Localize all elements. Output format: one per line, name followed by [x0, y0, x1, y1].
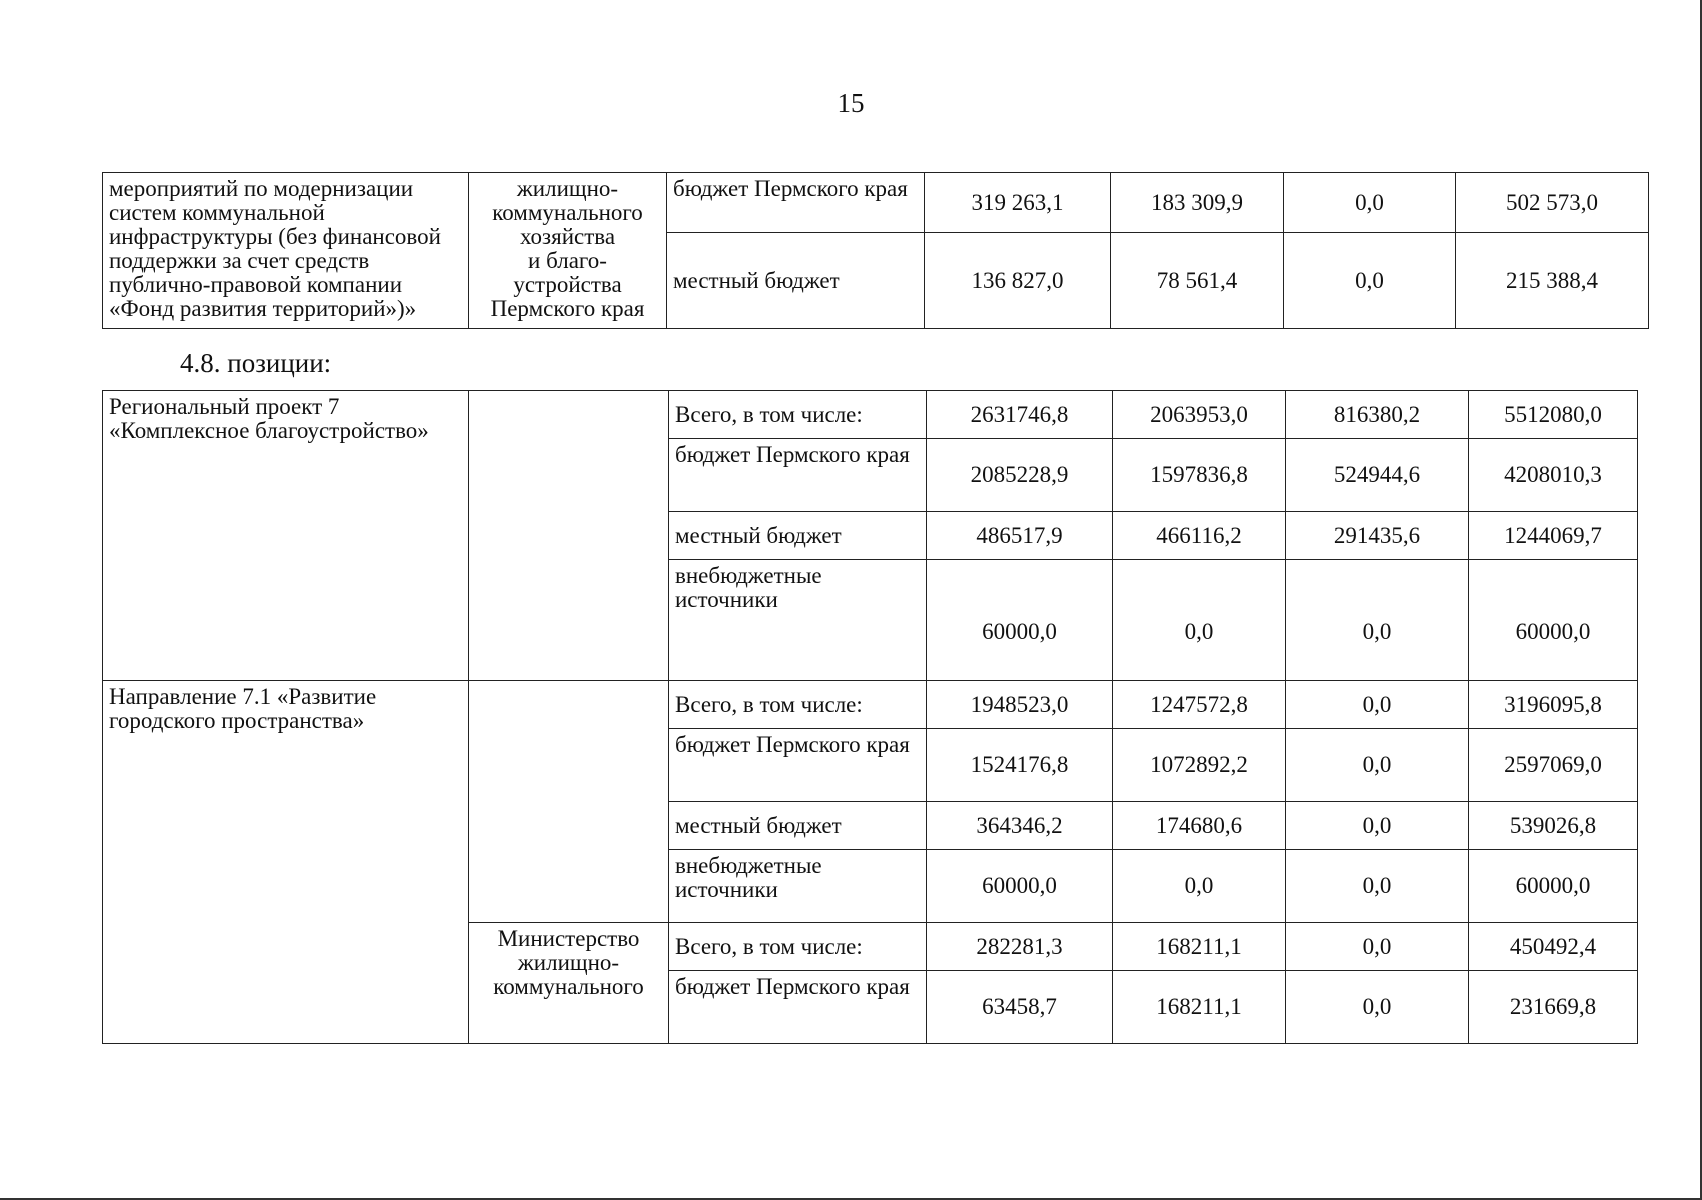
amount-year3-cell: 0,0	[1284, 173, 1456, 233]
measure-name-line: публично-правовой компании	[109, 272, 403, 297]
executor-cell	[469, 173, 667, 329]
amount-year2-cell: 168211,1	[1113, 923, 1286, 971]
amount-year1-cell: 1524176,8	[927, 729, 1113, 802]
amount-year3-cell: 0,0	[1286, 923, 1469, 971]
amount-year1-cell: 282281,3	[927, 923, 1113, 971]
funding-source-cell: бюджет Пермского края	[669, 971, 927, 1044]
funding-source-cell: бюджет Пермского края	[669, 439, 927, 512]
amount-total-cell: 1244069,7	[1469, 512, 1638, 560]
amount-year2-cell: 1072892,2	[1113, 729, 1286, 802]
amount-total-cell: 3196095,8	[1469, 681, 1638, 729]
amount-year3-cell: 0,0	[1286, 971, 1469, 1044]
amount-year1-cell: 60000,0	[927, 560, 1113, 681]
funding-table-positions	[102, 390, 1638, 1044]
amount-total-cell: 4208010,3	[1469, 439, 1638, 512]
table-row	[103, 681, 1638, 729]
funding-source-cell: бюджет Пермского края	[669, 729, 927, 802]
amount-year1-cell: 1948523,0	[927, 681, 1113, 729]
funding-source-cell: внебюджетные источники	[669, 560, 927, 681]
amount-year2-cell: 0,0	[1113, 850, 1286, 923]
amount-year3-cell: 0,0	[1286, 850, 1469, 923]
amount-year2-cell: 1247572,8	[1113, 681, 1286, 729]
amount-year2-cell: 168211,1	[1113, 971, 1286, 1044]
funding-source-cell: Всего, в том числе:	[669, 391, 927, 439]
ministry-line: Министерство	[497, 926, 640, 951]
table-row	[103, 173, 1649, 233]
executor-cell-empty	[469, 391, 669, 681]
ministry-line: коммунального	[493, 974, 644, 999]
amount-total-cell: 502 573,0	[1456, 173, 1649, 233]
executor-line: хозяйства	[519, 224, 616, 249]
funding-source-cell: внебюджетные источники	[669, 850, 927, 923]
amount-total-cell: 60000,0	[1469, 850, 1638, 923]
amount-year2-cell: 2063953,0	[1113, 391, 1286, 439]
funding-table-continuation	[102, 172, 1649, 329]
amount-total-cell: 60000,0	[1469, 560, 1638, 681]
measure-name-cell	[103, 173, 469, 329]
amount-year1-cell: 319 263,1	[925, 173, 1111, 233]
funding-source-cell: бюджет Пермского края	[667, 173, 925, 233]
direction-name-cell	[103, 681, 469, 1044]
amount-year1-cell: 2085228,9	[927, 439, 1113, 512]
amount-year1-cell: 136 827,0	[925, 233, 1111, 329]
project-name-line: Региональный проект 7	[109, 394, 340, 419]
amount-total-cell: 231669,8	[1469, 971, 1638, 1044]
amount-year2-cell: 466116,2	[1113, 512, 1286, 560]
funding-source-cell: местный бюджет	[667, 233, 925, 329]
measure-name-line: поддержки за счет средств	[109, 248, 370, 273]
executor-line: жилищно-	[516, 176, 619, 201]
amount-year1-cell: 60000,0	[927, 850, 1113, 923]
executor-line: и благо-	[528, 248, 607, 273]
executor-line: коммунального	[492, 200, 643, 225]
executor-line: устройства	[513, 272, 622, 297]
measure-name-line: «Фонд развития территорий»)»	[109, 296, 417, 321]
amount-year3-cell: 0,0	[1286, 560, 1469, 681]
amount-year2-cell: 1597836,8	[1113, 439, 1286, 512]
project-name-line: «Комплексное благоустройство»	[109, 418, 429, 443]
amount-total-cell: 5512080,0	[1469, 391, 1638, 439]
table-row	[103, 391, 1638, 439]
ministry-line: жилищно-	[517, 950, 620, 975]
funding-source-cell: Всего, в том числе:	[669, 923, 927, 971]
funding-source-cell: местный бюджет	[669, 512, 927, 560]
amount-year3-cell: 0,0	[1284, 233, 1456, 329]
direction-name-line: городского пространства»	[109, 708, 365, 733]
amount-total-cell: 2597069,0	[1469, 729, 1638, 802]
amount-year2-cell: 78 561,4	[1111, 233, 1284, 329]
amount-total-cell: 450492,4	[1469, 923, 1638, 971]
amount-year1-cell: 63458,7	[927, 971, 1113, 1044]
direction-name-line: Направление 7.1 «Развитие	[109, 684, 377, 709]
executor-cell-empty	[469, 681, 669, 923]
amount-year1-cell: 2631746,8	[927, 391, 1113, 439]
amount-year3-cell: 816380,2	[1286, 391, 1469, 439]
section-heading: 4.8. позиции:	[180, 348, 332, 378]
amount-year2-cell: 183 309,9	[1111, 173, 1284, 233]
amount-year2-cell: 0,0	[1113, 560, 1286, 681]
measure-name-line: мероприятий по модернизации	[109, 176, 414, 201]
amount-year3-cell: 0,0	[1286, 681, 1469, 729]
executor-line: Пермского края	[490, 296, 645, 321]
measure-name-line: инфраструктуры (без финансовой	[109, 224, 441, 249]
amount-year3-cell: 0,0	[1286, 802, 1469, 850]
amount-year3-cell: 524944,6	[1286, 439, 1469, 512]
page-number: 15	[837, 88, 865, 118]
amount-year1-cell: 364346,2	[927, 802, 1113, 850]
project-name-cell	[103, 391, 469, 681]
amount-total-cell: 215 388,4	[1456, 233, 1649, 329]
measure-name-line: систем коммунальной	[109, 200, 325, 225]
amount-year2-cell: 174680,6	[1113, 802, 1286, 850]
amount-year3-cell: 291435,6	[1286, 512, 1469, 560]
funding-source-cell: Всего, в том числе:	[669, 681, 927, 729]
ministry-executor-cell	[469, 923, 669, 1044]
amount-year1-cell: 486517,9	[927, 512, 1113, 560]
amount-total-cell: 539026,8	[1469, 802, 1638, 850]
amount-year3-cell: 0,0	[1286, 729, 1469, 802]
funding-source-cell: местный бюджет	[669, 802, 927, 850]
